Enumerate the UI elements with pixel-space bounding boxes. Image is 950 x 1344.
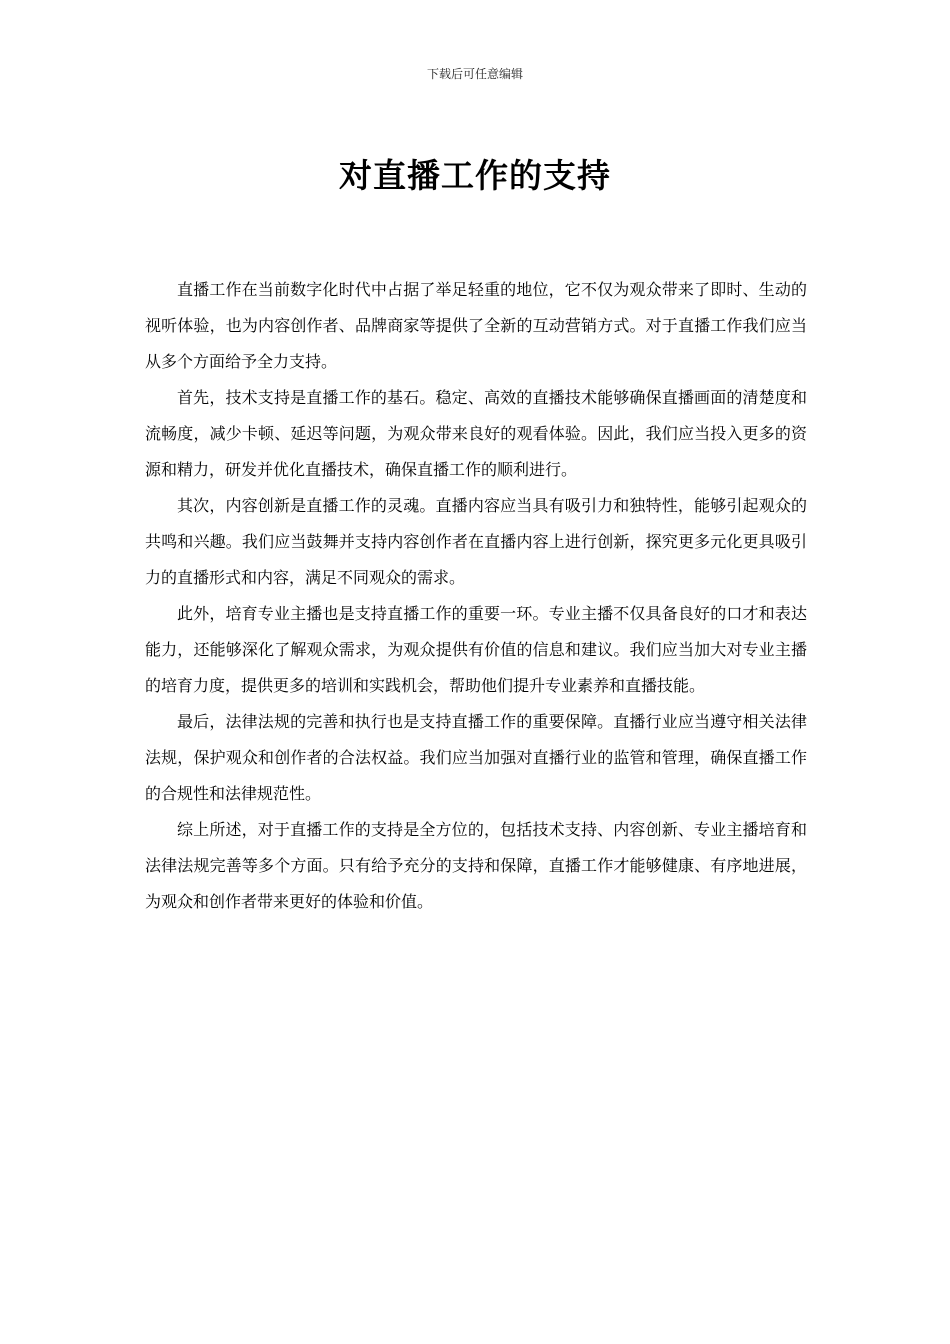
header-note: 下载后可任意编辑: [426, 67, 523, 81]
paragraph-law: 最后，法律法规的完善和执行也是支持直播工作的重要保障。直播行业应当遵守相关法律法规，保护观众和创作者的合法权益。我们应当加强对直播行业的监管和管理，确保直播工作的合规性和法律规范性。: [145, 712, 807, 803]
paragraph-intro: 直播工作在当前数字化时代中占据了举足轻重的地位，它不仅为观众带来了即时、生动的视听体验，也为内容创作者、品牌商家等提供了全新的互动营销方式。对于直播工作我们应当从多个方面给予全力支持。: [145, 280, 807, 371]
paragraph-hosts: 此外，培育专业主播也是支持直播工作的重要一环。专业主播不仅具备良好的口才和表达能力，还能够深化了解观众需求，为观众提供有价值的信息和建议。我们应当加大对专业主播的培育力度，提供更多的培训和实践机会，帮助他们提升专业素养和直播技能。: [145, 604, 807, 695]
paragraph-summary: 综上所述，对于直播工作的支持是全方位的，包括技术支持、内容创新、专业主播培育和法律法规完善等多个方面。只有给予充分的支持和保障，直播工作才能够健康、有序地进展，为观众和创作者带来更好的体验和价值。: [145, 820, 807, 911]
document-title: 对直播工作的支持: [339, 156, 611, 195]
paragraph-content: 其次，内容创新是直播工作的灵魂。直播内容应当具有吸引力和独特性，能够引起观众的共鸣和兴趣。我们应当鼓舞并支持内容创作者在直播内容上进行创新，探究更多元化更具吸引力的直播形式和内容，满足不同观众的需求。: [145, 496, 807, 587]
paragraph-technology: 首先，技术支持是直播工作的基石。稳定、高效的直播技术能够确保直播画面的清楚度和流畅度，减少卡顿、延迟等问题，为观众带来良好的观看体验。因此，我们应当投入更多的资源和精力，研发并优化直播技术，确保直播工作的顺利进行。: [145, 388, 807, 479]
document-body: [145, 272, 807, 920]
